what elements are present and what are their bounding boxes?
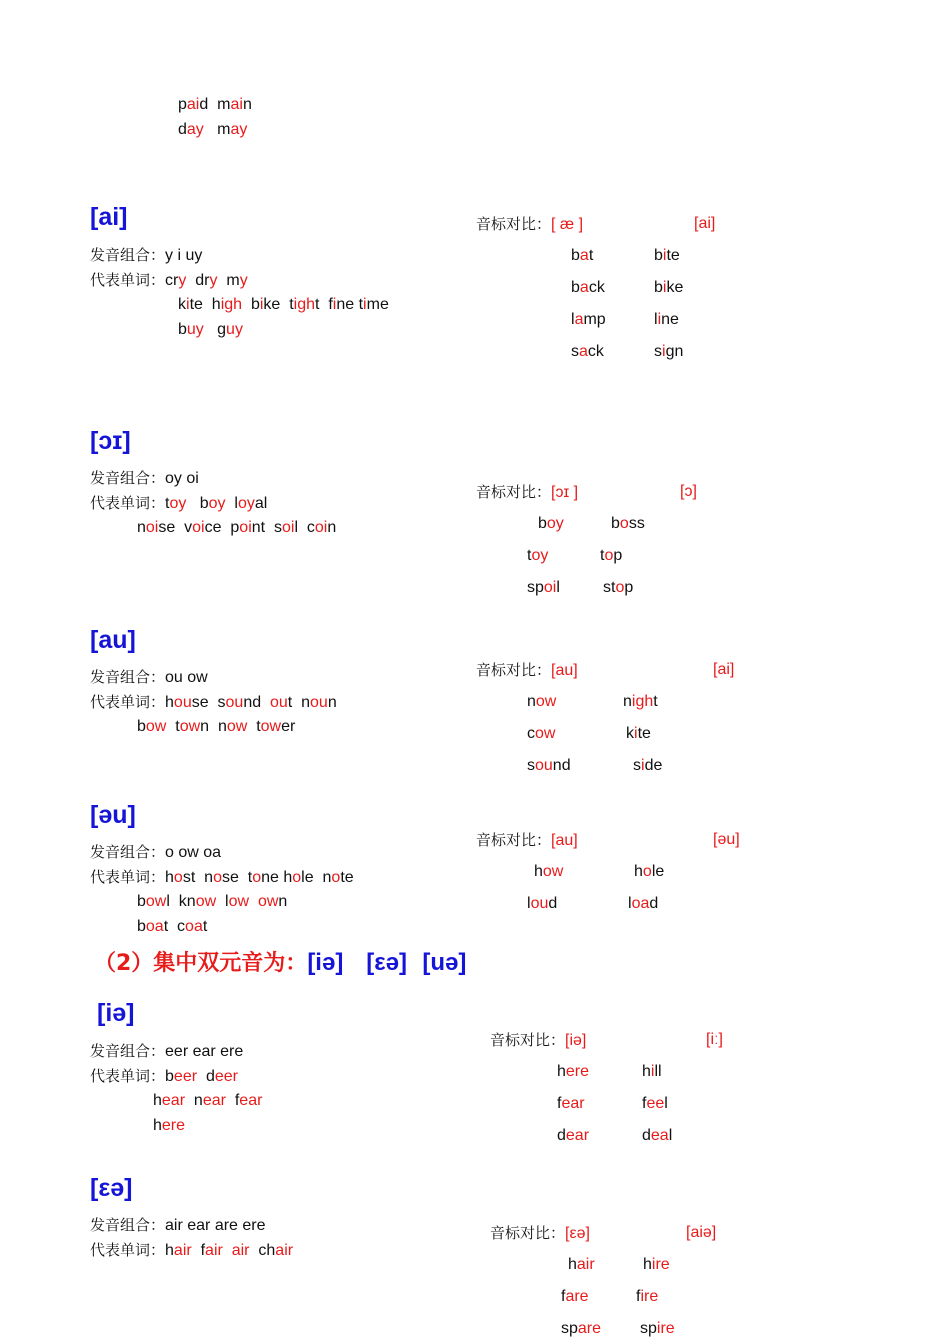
phoneme-symbol-ie: [iə] xyxy=(97,999,135,1027)
compare-target: [iː] xyxy=(706,1031,723,1048)
compare-word-left: sound xyxy=(527,757,571,774)
words-row: 代表单词：host nose tone hole note xyxy=(90,868,354,886)
top-line-2: day may xyxy=(178,121,248,138)
compare-word-right: feel xyxy=(642,1095,668,1112)
compare-word-right: deal xyxy=(642,1127,673,1144)
compare-title: 音标对比：[εə] xyxy=(490,1224,590,1242)
phoneme-symbol-ea: [εə] xyxy=(90,1174,133,1202)
combo-row: 发音组合：o ow oa xyxy=(90,843,222,861)
compare-word-left: spare xyxy=(561,1320,602,1337)
compare-word-right: hill xyxy=(642,1063,662,1080)
section-heading: （2）集中双元音为：[iə] [εə] [uə] xyxy=(94,949,467,976)
compare-word-left: spoil xyxy=(527,579,560,596)
compare-word-right: top xyxy=(600,547,623,564)
words-row-2: hear near fear xyxy=(153,1092,263,1109)
compare-word-right: spire xyxy=(640,1320,675,1337)
compare-word-right: side xyxy=(633,757,663,774)
compare-word-right: hire xyxy=(643,1256,670,1273)
compare-word-left: now xyxy=(527,693,557,710)
compare-word-right: bike xyxy=(654,279,684,296)
compare-word-left: hair xyxy=(568,1256,595,1273)
phoneme-symbol-au: [au] xyxy=(90,626,136,654)
compare-word-left: lamp xyxy=(571,311,606,328)
compare-word-right: fire xyxy=(636,1288,659,1305)
words-row-2: kite high bike tight fine time xyxy=(178,296,389,313)
compare-word-left: sack xyxy=(571,343,604,360)
compare-word-left: how xyxy=(534,863,564,880)
top-line-1: paid main xyxy=(178,96,252,113)
compare-title: 音标对比：[iə] xyxy=(490,1031,587,1049)
compare-word-left: boy xyxy=(538,515,564,532)
compare-word-left: fear xyxy=(557,1095,585,1112)
words-row: 代表单词：hair fair air chair xyxy=(90,1241,294,1259)
compare-word-left: here xyxy=(557,1063,590,1080)
compare-word-left: toy xyxy=(527,547,549,564)
compare-word-right: kite xyxy=(626,725,651,742)
phoneme-symbol-ai: [ai] xyxy=(90,203,128,231)
words-row-2: noise voice point soil coin xyxy=(137,519,337,536)
compare-target: [əu] xyxy=(713,831,740,848)
words-row: 代表单词：beer deer xyxy=(90,1067,238,1085)
phoneme-symbol-eu: [əu] xyxy=(90,801,136,829)
compare-target: [ai] xyxy=(713,661,735,678)
compare-title: 音标对比：[au] xyxy=(476,831,578,849)
compare-word-right: bite xyxy=(654,247,680,264)
words-row: 代表单词：cry dry my xyxy=(90,271,248,289)
words-row-3: here xyxy=(153,1117,186,1134)
compare-word-left: bat xyxy=(571,247,594,264)
compare-title: 音标对比：[ɔɪ ] xyxy=(476,483,579,501)
compare-target: [aiə] xyxy=(686,1224,717,1241)
compare-word-right: boss xyxy=(611,515,645,532)
words-row-3: boat coat xyxy=(137,918,208,935)
words-row-3: buy guy xyxy=(178,321,243,338)
compare-word-right: hole xyxy=(634,863,665,880)
compare-word-right: sign xyxy=(654,343,684,360)
compare-word-right: line xyxy=(654,311,679,328)
compare-title: 音标对比：[ æ ] xyxy=(476,215,584,233)
compare-word-right: load xyxy=(628,895,659,912)
combo-row: 发音组合：air ear are ere xyxy=(90,1216,266,1234)
combo-row: 发音组合：eer ear ere xyxy=(90,1042,244,1060)
compare-word-right: stop xyxy=(603,579,634,596)
compare-word-left: back xyxy=(571,279,605,296)
compare-word-left: dear xyxy=(557,1127,590,1144)
compare-word-right: night xyxy=(623,693,658,710)
compare-word-left: cow xyxy=(527,725,556,742)
combo-row: 发音组合：ou ow xyxy=(90,668,208,686)
compare-word-left: loud xyxy=(527,895,558,912)
words-row: 代表单词：toy boy loyal xyxy=(90,494,268,512)
combo-row: 发音组合：oy oi xyxy=(90,469,199,487)
compare-target: [ai] xyxy=(694,215,716,232)
compare-target: [ɔ] xyxy=(680,483,697,500)
words-row-2: bowl know low own xyxy=(137,893,288,910)
compare-word-left: fare xyxy=(561,1288,589,1305)
phoneme-symbol-oi: [ɔɪ] xyxy=(90,427,131,455)
words-row: 代表单词：house sound out noun xyxy=(90,693,337,711)
compare-title: 音标对比：[au] xyxy=(476,661,578,679)
words-row-2: bow town now tower xyxy=(137,718,296,735)
combo-row: 发音组合：y i uy xyxy=(90,246,203,264)
